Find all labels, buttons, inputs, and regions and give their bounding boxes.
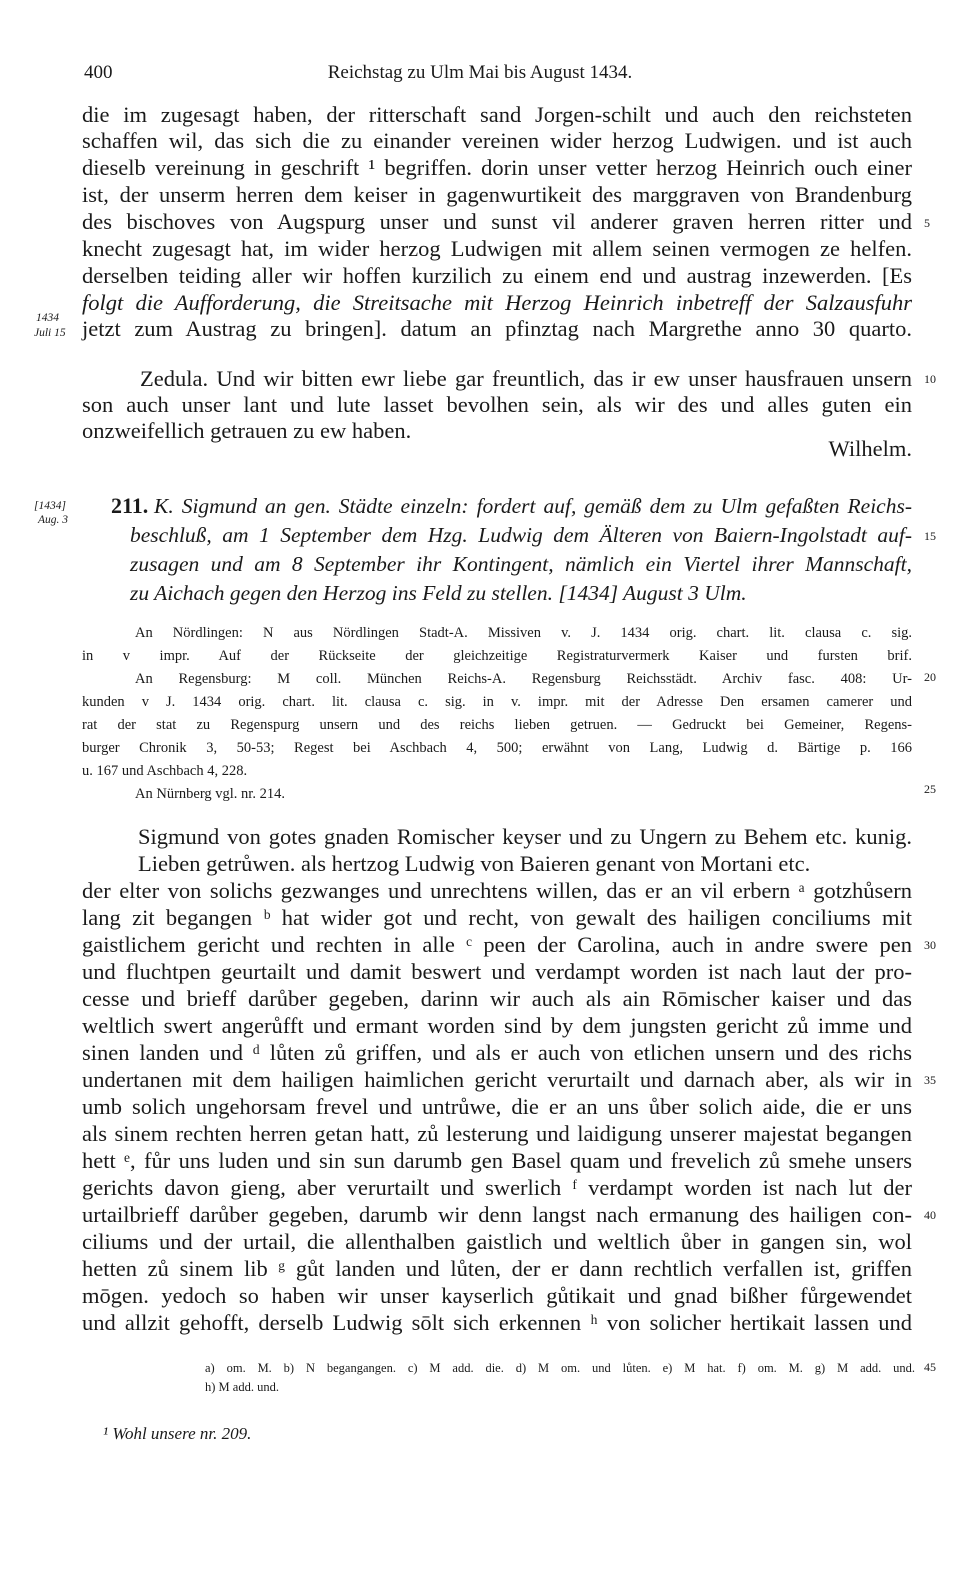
zedula-line: onzweifellich getrauen zu ew haben. [82, 418, 412, 443]
line-number: 45 [924, 1360, 936, 1374]
doc-line: Sigmund von gotes gnaden Romischer keyser und zu Ungern zu Behem etc. kunig. [138, 824, 912, 849]
margin-date-day: Aug. 3 [38, 514, 69, 526]
doc-line: als sinem rechten herren getan hatt, zů lesterung und laidigung unserer majestat begangen [82, 1121, 912, 1146]
entry-heading-line: beschluß, am 1 September dem Hzg. Ludwig dem Älteren von Baiern-Ingolstadt auf- [130, 523, 912, 547]
source-line: burger Chronik 3, 50-53; Regest bei Aschbach 4, 500; erwähnt von Lang, Ludwig d. Bärtige p. 166 [82, 740, 912, 756]
body-line: jetzt zum Austrag zu bringen]. datum an pfinztag nach Margrethe anno 30 quarto. [82, 316, 912, 341]
doc-line: lang zit begangen ᵇ hat wider got und recht, von gewalt des hailigen conciliums mit [82, 905, 912, 930]
running-title: Reichstag zu Ulm Mai bis August 1434. [327, 62, 633, 83]
line-number: 20 [924, 670, 936, 684]
doc-line: gaistlichem gericht und rechten in alle ᶜ peen der Carolina, auch in andre swere pen [82, 932, 912, 957]
apparatus-line: a) om. M. b) N begangangen. c) M add. die. d) M om. und lůten. e) M hat. f) om. M. g) M add. und. [205, 1361, 915, 1375]
footnote: ¹ Wohl unsere nr. 209. [103, 1424, 252, 1443]
doc-line: urtailbrieff darůber gegeben, darumb wir denn langst nach ermanung des hailigen con- [82, 1202, 912, 1227]
body-line: schaffen wil, das sich die zu einander vereinen wider herzog Ludwigen. und ist auch [82, 128, 912, 153]
line-number: 35 [924, 1073, 936, 1087]
doc-line: und allzit gehofft, derselb Ludwig sōlt sich erkennen ʰ von solicher hertikait lassen und [82, 1310, 912, 1335]
source-line: An Nürnberg vgl. nr. 214. [135, 786, 285, 802]
body-line: des bischoves von Augspurg unser und sunst vil anderer graven herren ritter und [82, 209, 912, 234]
doc-line: sinen landen und ᵈ lůten zů griffen, und als er auch von etlichen unsern und des richs [82, 1040, 912, 1065]
apparatus-line: h) M add. und. [205, 1380, 279, 1394]
entry-number: 211. [111, 493, 149, 518]
source-line: An Regensburg: M coll. München Reichs-A. Regensburg Reichsstädt. Archiv fasc. 408: Ur- [135, 671, 912, 687]
doc-line: hetten zů sinem lib ᵍ gůt landen und lůten, der er dann rechtlich verfallen ist, griffen [82, 1256, 912, 1281]
doc-line: hett ᵉ, fůr uns luden und sin sun darumb gen Basel quam und frevelich zů smehe unsers [82, 1148, 912, 1173]
doc-line: weltlich swert angerůfft und ermant worden sind by dem jungsten gericht zů imme und [82, 1013, 912, 1038]
source-line: in v impr. Auf der Rückseite der gleichzeitige Registraturvermerk Kaiser und fursten brif. [82, 648, 912, 664]
entry-heading-line: K. Sigmund an gen. Städte einzeln: fordert auf, gemäß dem zu Ulm gefaßten Reichs- [154, 494, 912, 518]
doc-line: und fluchtpen geurtailt und damit beswert und verdampt worden ist nach laut der pro- [82, 959, 912, 984]
line-number: 30 [924, 938, 936, 952]
page-number: 400 [84, 62, 113, 83]
source-line: u. 167 und Aschbach 4, 228. [82, 763, 248, 779]
line-number: 5 [924, 216, 930, 230]
doc-line: mōgen. yedoch so haben wir unser kayserlich gůtikait und gnad bißher fůrgewendet [82, 1283, 912, 1308]
source-line: kunden v J. 1434 orig. chart. lit. clausa c. sig. in v. impr. mit der Adresse Den ersamen camerer und [82, 694, 912, 710]
doc-line: ciliums und der urtail, die allenthalben gaistlich und weltlich ůber in gangen sin, wol [82, 1229, 912, 1254]
signature: Wilhelm. [828, 436, 912, 461]
body-line: die im zugesagt haben, der ritterschaft sand Jorgen-schilt und auch den reichsteten [82, 102, 912, 127]
doc-line: undertanen mit dem hailigen haimlichen gericht verurtailt und darnach aber, als wir in [82, 1067, 912, 1092]
body-line: knecht zugesagt hat, im wider herzog Ludwigen mit allem seinen vermogen ze helfen. [82, 236, 912, 261]
entry-heading-line: zu Aichach gegen den Herzog ins Feld zu stellen. [1434] August 3 Ulm. [130, 581, 747, 605]
doc-line: cesse und brieff darůber gegeben, darinn wir auch als ain Rōmischer kaiser und das [82, 986, 912, 1011]
zedula-line: son auch unser lant und lute lasset bevolhen sein, als wir des und alles guten ein [82, 392, 912, 417]
body-line: derselben teiding aller wir hoffen kurzilich zu einem end und austrag inzewerden. [Es [82, 263, 912, 288]
body-line-italic: folgt die Aufforderung, die Streitsache mit Herzog Heinrich inbetreff der Salzausfuhr [82, 290, 912, 315]
line-number: 25 [924, 782, 936, 796]
body-line: dieselb vereinung in geschrift ¹ begriffen. dorin unser vetter herzog Heinrich ouch einer [82, 155, 912, 180]
line-number: 40 [924, 1208, 936, 1222]
source-line: An Nördlingen: N aus Nördlingen Stadt-A. Missiven v. J. 1434 orig. chart. lit. clausa c. sig. [135, 625, 912, 641]
margin-date-year: 1434 [36, 312, 59, 324]
doc-line: umb solich ungehorsam frevel und untrůwe, die er an uns ůber solich aide, die er uns [82, 1094, 912, 1119]
margin-date-day: Juli 15 [34, 327, 66, 339]
line-number: 15 [924, 529, 936, 543]
margin-date-year: [1434] [34, 500, 66, 512]
body-line: ist, der unserm herren dem keiser in gagenwurtikeit des marggraven von Brandenburg [82, 182, 912, 207]
doc-line: Lieben getrůwen. als hertzog Ludwig von Baieren genant von Mortani etc. [138, 851, 811, 876]
doc-line: gerichts davon gieng, aber verurtailt und swerlich ᶠ verdampt worden ist nach lut der [82, 1175, 912, 1200]
zedula-line: Zedula. Und wir bitten ewr liebe gar freuntlich, das ir ew unser hausfrauen unsern [140, 366, 912, 391]
line-number: 10 [924, 372, 936, 386]
doc-line: der elter von solichs gezwanges und unrechtens willen, das er an vil erbern ᵃ gotzhůsern [82, 878, 912, 903]
source-line: rat der stat zu Regenspurg unsern und des reichs lieben getruen. — Gedruckt bei Gemeiner, Regens- [82, 717, 912, 733]
entry-heading-line: zusagen und am 8 September ihr Kontingent, nämlich ein Viertel ihrer Mannschaft, [130, 552, 912, 576]
